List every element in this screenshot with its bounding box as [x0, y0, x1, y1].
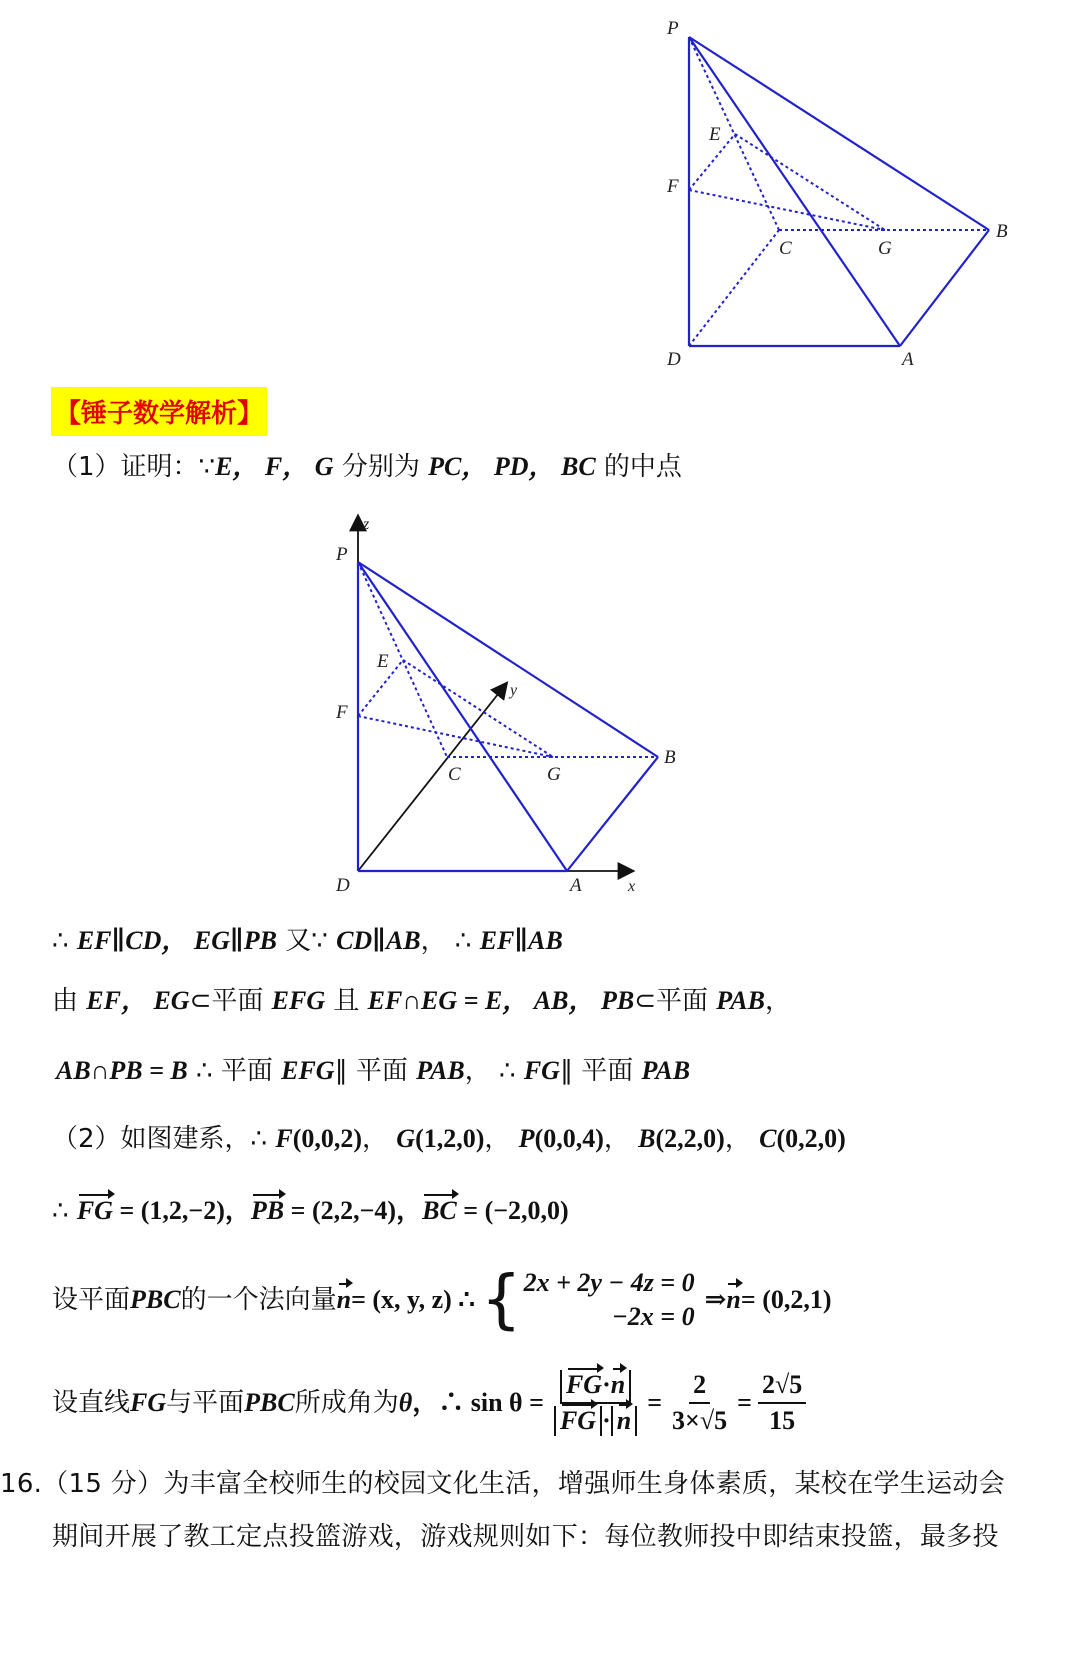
nv-t2: 的一个法向量: [180, 1285, 337, 1315]
figure-pyramid: [640, 10, 1040, 380]
nv-r2: ⇒: [704, 1285, 727, 1314]
fraction-2: [668, 1370, 731, 1436]
edge-pa: [689, 37, 900, 346]
system-brace: {: [480, 1263, 522, 1337]
lb-t3: 且: [325, 986, 368, 1016]
coord-b: (2,2,0): [655, 1124, 725, 1153]
lb-t1: 由: [52, 986, 87, 1016]
nv-t1: 设平面: [52, 1285, 131, 1315]
frac3-num: 2√5: [758, 1370, 806, 1404]
label-z: z: [363, 516, 370, 533]
vector-pb: PB: [250, 1196, 285, 1225]
label-b-2: B: [664, 747, 676, 768]
label-f: F: [667, 176, 679, 197]
edge-pb: [689, 37, 989, 230]
edge-ab: [900, 230, 989, 346]
normal-n: n: [336, 1285, 352, 1314]
equation-system: [524, 1266, 695, 1334]
normal-vector-line: [52, 1265, 832, 1335]
edge-pa-2: [358, 562, 567, 871]
lc-m2: EFG: [281, 1056, 335, 1085]
frac-n-den: n: [616, 1406, 632, 1435]
la-m1: EF∥CD， EG∥PB: [76, 926, 277, 955]
lb-t4: ⊂平面: [634, 986, 717, 1016]
point-p: P: [518, 1124, 535, 1153]
intro-math: E， F， G: [215, 452, 334, 481]
coord-f: (0,0,2): [292, 1124, 363, 1153]
point-c: C: [759, 1124, 777, 1153]
lc-t3: ， ∴: [464, 1056, 524, 1086]
an-t3: 所成角为: [294, 1388, 399, 1418]
frac2-num: 2: [689, 1370, 710, 1404]
plane-pbc-2: PBC: [244, 1388, 295, 1417]
lb-m1: EF， EG: [86, 986, 190, 1015]
sin-theta: ，∴ sin θ =: [412, 1388, 544, 1417]
an-t1: 设直线: [52, 1388, 131, 1418]
lb-t5: ，: [764, 986, 791, 1016]
intro-math2: PC， PD， BC: [428, 452, 596, 481]
la-t2: ， ∴: [420, 926, 480, 956]
label-g: G: [878, 238, 892, 259]
proof-line-c: [56, 1056, 690, 1086]
segment-fg-2: [358, 716, 553, 757]
label-p: P: [667, 18, 679, 39]
equation-1: 2x + 2y − 4z = 0: [523, 1268, 695, 1297]
normal-n-result: n: [726, 1285, 741, 1314]
coord-g: (1,2,0): [415, 1124, 485, 1153]
an-t2: 与平面: [166, 1388, 245, 1418]
vector-fg-value: = (1,2,−2)，: [112, 1196, 251, 1225]
frac-fg: FG: [565, 1370, 603, 1399]
coord-p: (0,0,4): [534, 1124, 604, 1153]
frac-fg-den: FG: [559, 1406, 597, 1435]
la-p1: ∴: [52, 926, 77, 956]
vector-fg: FG: [76, 1196, 113, 1225]
label-x: x: [628, 878, 636, 895]
label-e-2: E: [377, 651, 389, 672]
fraction-3: [758, 1370, 806, 1436]
lc-t2: ∥ 平面: [334, 1056, 417, 1086]
label-e: E: [709, 124, 721, 145]
equation-2: −2x = 0: [612, 1302, 695, 1331]
lb-t2: ⊂平面: [189, 986, 272, 1016]
edge-ab-2: [567, 757, 658, 871]
lc-m1: AB∩PB = B: [56, 1056, 188, 1085]
edge-pb-2: [358, 562, 658, 757]
angle-line: 设直线 FG 与平面 PBC 所成角为 θ ，∴ sin θ = $\frac{FG\cdot n}{FG \cdot n}$ = $\frac{2}{3\times√5}$ = $\frac{2√5}{15}$: [52, 1352, 812, 1454]
plane-pbc: PBC: [130, 1285, 181, 1314]
point-g: G: [396, 1124, 416, 1153]
part2-coordinates: （2）如图建系，∴ F(0,0,2)， G(1,2,0)， P(0,0,4)， B(2,2,0)， C(0,2,0): [52, 1124, 846, 1154]
label-y: y: [510, 682, 518, 699]
label-b: B: [996, 221, 1008, 242]
frac-n: n: [610, 1370, 626, 1399]
question-16-line2: 期间开展了教工定点投篮游戏，游戏规则如下：每位教师投中即结束投篮，最多投: [52, 1522, 999, 1552]
theta: θ: [398, 1388, 413, 1417]
vector-bc-value: = (−2,0,0): [456, 1196, 569, 1225]
label-a-2: A: [570, 875, 582, 896]
edge-dc: [689, 230, 779, 346]
frac2-den: 3×√5: [672, 1406, 728, 1435]
lb-m2: EFG: [271, 986, 326, 1015]
frac3-den: 15: [769, 1406, 796, 1435]
vec-t1: ∴: [52, 1196, 77, 1226]
coord-c: (0,2,0): [776, 1124, 846, 1153]
intro-end: 的中点: [595, 452, 682, 482]
lc-t1: ∴ 平面: [187, 1056, 282, 1086]
vector-bc: BC: [422, 1196, 457, 1225]
vector-pb-value: = (2,2,−4)，: [284, 1196, 423, 1225]
label-d: D: [667, 349, 681, 370]
la-m3: EF∥AB: [479, 926, 563, 955]
label-f-2: F: [336, 702, 348, 723]
label-g-2: G: [547, 764, 561, 785]
vectors-line: [52, 1196, 569, 1226]
line-fg: FG: [130, 1388, 167, 1417]
point-b: B: [638, 1124, 656, 1153]
label-c: C: [779, 238, 792, 259]
lc-m3: PAB: [416, 1056, 465, 1085]
proof-line-a: [52, 926, 563, 956]
point-f: F: [275, 1124, 293, 1153]
nv-r1: = (x, y, z) ∴: [351, 1285, 475, 1314]
label-a: A: [902, 349, 914, 370]
lb-m3: EF∩EG = E， AB， PB: [367, 986, 635, 1015]
label-p-2: P: [336, 544, 348, 565]
segment-fg: [689, 190, 885, 230]
label-d-2: D: [336, 875, 350, 896]
fraction-dot-over-norms: $\frac{FG\cdot n}{FG \cdot n}$: [550, 1370, 641, 1436]
p2-t1: （2）如图建系，∴: [52, 1124, 276, 1154]
label-c-2: C: [448, 764, 461, 785]
lc-m4: FG: [523, 1056, 560, 1085]
normal-value: = (0,2,1): [740, 1285, 832, 1314]
lc-m5: PAB: [641, 1056, 691, 1085]
lb-m4: PAB: [716, 986, 765, 1015]
solution-tag: 【锤子数学解析】: [51, 387, 267, 436]
part1-intro: [52, 452, 682, 482]
proof-line-b: [52, 986, 791, 1016]
lc-t4: ∥ 平面: [559, 1056, 642, 1086]
question-16-line1: 16.（15 分）为丰富全校师生的校园文化生活，增强师生身体素质，某校在学生运动会: [0, 1469, 1005, 1499]
la-t1: 又∵: [276, 926, 337, 956]
intro-text: （1）证明：∵: [52, 452, 216, 482]
intro-mid: 分别为: [333, 452, 429, 482]
figure-coordinate-system: [320, 505, 676, 900]
la-m2: CD∥AB: [336, 926, 421, 955]
